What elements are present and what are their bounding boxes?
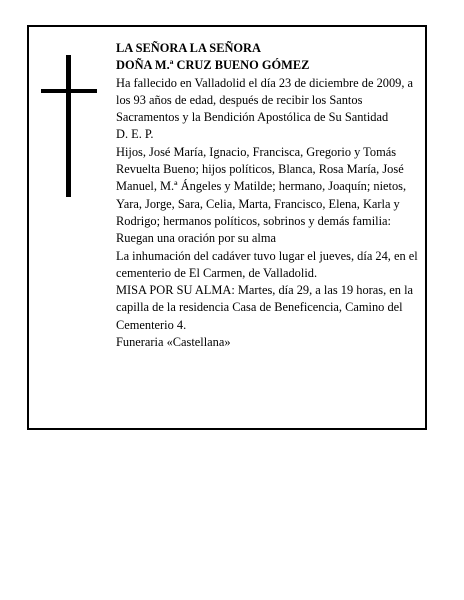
obituary-notice — [27, 25, 427, 430]
family-members: Hijos, José María, Ignacio, Francisca, Gregorio y Tomás Revuelta Bueno; hijos políticos, Blanca, Rosa María, José Manuel, M.ª Ángeles y Matilde; hermano, Joaquín; nietos, Yara, Jorge, Sara, Celia, Marta, Francisco, Elena, Karla y Rodrigo; hermanos políticos, sobrinos y demás familia: — [116, 144, 407, 228]
cross-horizontal-bar — [41, 89, 97, 93]
prayer-request: Ruegan una oración por su alma — [116, 231, 276, 246]
mass-details: MISA POR SU ALMA: Martes, día 29, a las 19 horas, en la capilla de la residencia Casa de Beneficencia, Camino del Cementerio 4. — [116, 283, 414, 332]
deceased-name: DOÑA M.ª CRUZ BUENO GÓMEZ — [116, 58, 310, 73]
burial-details: La inhumación del cadáver tuvo lugar el jueves, día 24, en el cementerio de El Carmen, de Valladolid. — [116, 248, 418, 280]
rip-text: D. E. P. — [116, 127, 154, 142]
cross-vertical-bar — [66, 55, 71, 197]
death-details: Ha fallecido en Valladolid el día 23 de diciembre de 2009, a los 93 años de edad, después de recibir los Santos Sacramentos y la Bendición Apostólica de Su Santidad — [116, 75, 414, 125]
notice-title-line-1: LA SEÑORA LA SEÑORA — [116, 41, 261, 55]
notice-text — [116, 40, 419, 351]
funeral-home: Funeraria «Castellana» — [116, 335, 231, 350]
